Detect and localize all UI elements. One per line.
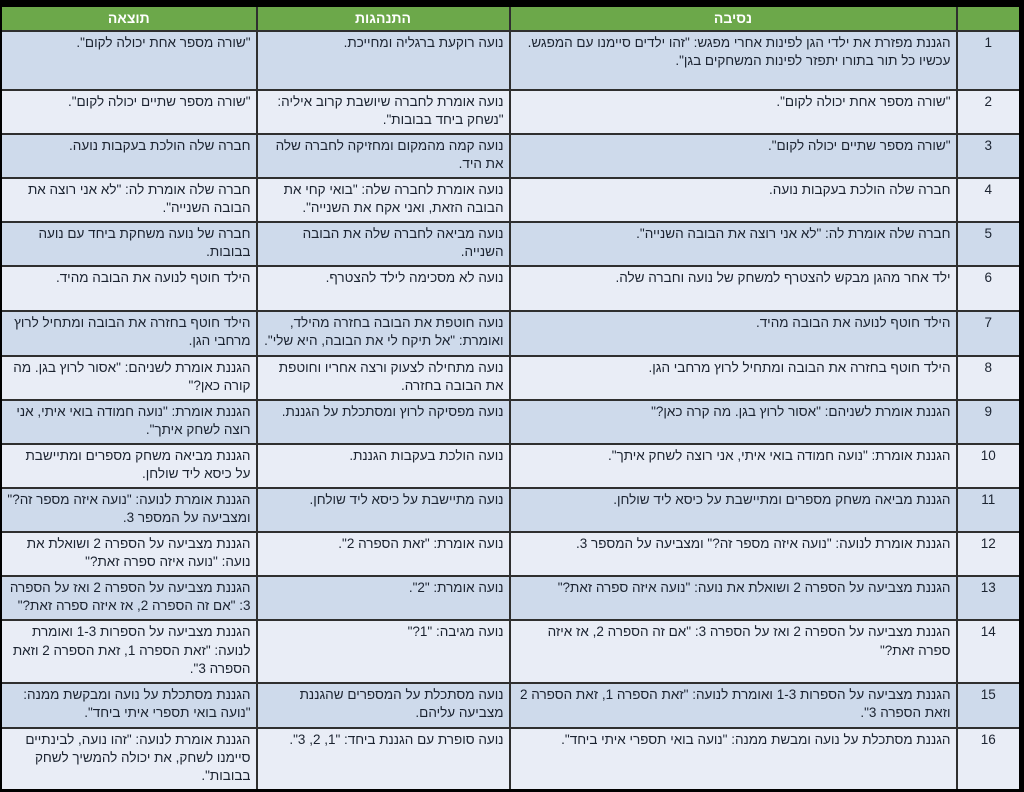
cell-behavior: נועה מתיישבת על כיסא ליד שולחן. bbox=[257, 488, 510, 532]
cell-outcome: חברה שלה אומרת לה: "לא אני רוצה את הבובה השנייה". bbox=[1, 178, 257, 222]
cell-circumstance: הגננת מפזרת את ילדי הגן לפינות אחרי מפגש: "זהו ילדים סיימנו עם המפגש. עכשיו כל תור בתורו יתפזר לפינות המשחקים בגן". bbox=[510, 31, 957, 90]
cell-circumstance: הגננת אומרת לשניהם: "אסור לרוץ בגן. מה קרה כאן?" bbox=[510, 400, 957, 444]
cell-behavior: נועה חוטפת את הבובה בחזרה מהילד, ואומרת: "אל תיקח לי את הבובה, היא שלי". bbox=[257, 311, 510, 355]
cell-behavior: נועה לא מסכימה לילד להצטרף. bbox=[257, 266, 510, 311]
cell-behavior: נועה מסתכלת על המספרים שהגננת מצביעה עליהם. bbox=[257, 683, 510, 728]
cell-behavior: נועה קמה מהמקום ומחזיקה לחברה שלה את היד. bbox=[257, 134, 510, 178]
cell-outcome: הילד חוטף לנועה את הבובה מהיד. bbox=[1, 266, 257, 311]
table-row bbox=[1, 311, 1021, 355]
row-number: 4 bbox=[957, 178, 1021, 222]
table-row bbox=[1, 222, 1021, 266]
cell-outcome: הגננת אומרת לנועה: "זהו נועה, לבינתיים סיימנו לשחק, את יכולה להמשיך לשחק בבובות". bbox=[1, 728, 257, 791]
cell-circumstance: הגננת מצביעה על הספרה 2 ושואלת את נועה: "נועה איזה ספרה זאת?" bbox=[510, 576, 957, 620]
abc-observation-table bbox=[0, 4, 1022, 792]
cell-behavior: נועה הולכת בעקבות הגננת. bbox=[257, 444, 510, 488]
cell-outcome: חברה של נועה משחקת ביחד עם נועה בבובות. bbox=[1, 222, 257, 266]
row-number: 10 bbox=[957, 444, 1021, 488]
header-row bbox=[1, 6, 1021, 31]
table-row bbox=[1, 532, 1021, 576]
table-row bbox=[1, 444, 1021, 488]
cell-behavior: נועה רוקעת ברגליה ומחייכת. bbox=[257, 31, 510, 90]
column-header-behavior: התנהגות bbox=[257, 6, 510, 31]
cell-circumstance: הגננת אומרת לנועה: "נועה איזה מספר זה?" ומצביעה על המספר 3. bbox=[510, 532, 957, 576]
table-row bbox=[1, 683, 1021, 728]
row-number: 7 bbox=[957, 311, 1021, 355]
cell-behavior: נועה אומרת: "זאת הספרה 2". bbox=[257, 532, 510, 576]
row-number: 12 bbox=[957, 532, 1021, 576]
cell-outcome: הגננת מצביעה על הספרה 2 ואז על הספרה 3: "אם זה הספרה 2, אז איזה ספרה זאת?" bbox=[1, 576, 257, 620]
table-row bbox=[1, 178, 1021, 222]
cell-outcome: הגננת מצביעה על הספרות 1-3 ואומרת לנועה: "זאת הספרה 1, זאת הספרה 2 וזאת הספרה 3". bbox=[1, 620, 257, 682]
column-header-outcome: תוצאה bbox=[1, 6, 257, 31]
column-header-number bbox=[957, 6, 1021, 31]
cell-outcome: חברה שלה הולכת בעקבות נועה. bbox=[1, 134, 257, 178]
row-number: 14 bbox=[957, 620, 1021, 682]
cell-circumstance: "שורה מספר שתיים יכולה לקום". bbox=[510, 134, 957, 178]
cell-outcome: הגננת אומרת לשניהם: "אסור לרוץ בגן. מה קורה כאן?" bbox=[1, 356, 257, 400]
row-number: 16 bbox=[957, 728, 1021, 791]
row-number: 9 bbox=[957, 400, 1021, 444]
cell-circumstance: הילד חוטף בחזרה את הבובה ומתחיל לרוץ מרחבי הגן. bbox=[510, 356, 957, 400]
column-header-circumstance: נסיבה bbox=[510, 6, 957, 31]
row-number: 2 bbox=[957, 90, 1021, 134]
cell-behavior: נועה מביאה לחברה שלה את הבובה השנייה. bbox=[257, 222, 510, 266]
cell-outcome: הגננת מצביעה על הספרה 2 ושואלת את נועה: "נועה איזה ספרה זאת?" bbox=[1, 532, 257, 576]
cell-circumstance: הגננת מצביעה על הספרה 2 ואז על הספרה 3: "אם זה הספרה 2, אז איזה ספרה זאת?" bbox=[510, 620, 957, 682]
cell-outcome: הגננת אומרת: "נועה חמודה בואי איתי, אני רוצה לשחק איתך". bbox=[1, 400, 257, 444]
row-number: 8 bbox=[957, 356, 1021, 400]
table-row bbox=[1, 90, 1021, 134]
row-number: 15 bbox=[957, 683, 1021, 728]
cell-outcome: הגננת מסתכלת על נועה ומבקשת ממנה: "נועה בואי תספרי איתי ביחד". bbox=[1, 683, 257, 728]
cell-outcome: הילד חוטף בחזרה את הבובה ומתחיל לרוץ מרחבי הגן. bbox=[1, 311, 257, 355]
table-row bbox=[1, 400, 1021, 444]
cell-behavior: נועה מגיבה: "1?" bbox=[257, 620, 510, 682]
row-number: 6 bbox=[957, 266, 1021, 311]
cell-circumstance: ילד אחר מהגן מבקש להצטרף למשחק של נועה וחברה שלה. bbox=[510, 266, 957, 311]
table-row bbox=[1, 620, 1021, 682]
cell-outcome: הגננת מביאה משחק מספרים ומתיישבת על כיסא ליד שולחן. bbox=[1, 444, 257, 488]
cell-circumstance: הגננת מביאה משחק מספרים ומתיישבת על כיסא ליד שולחן. bbox=[510, 488, 957, 532]
cell-circumstance: הילד חוטף לנועה את הבובה מהיד. bbox=[510, 311, 957, 355]
table-row bbox=[1, 576, 1021, 620]
cell-circumstance: הגננת מצביעה על הספרות 1-3 ואומרת לנועה: "זאת הספרה 1, זאת הספרה 2 וזאת הספרה 3". bbox=[510, 683, 957, 728]
row-number: 3 bbox=[957, 134, 1021, 178]
cell-circumstance: הגננת אומרת: "נועה חמודה בואי איתי, אני רוצה לשחק איתך". bbox=[510, 444, 957, 488]
cell-outcome: הגננת אומרת לנועה: "נועה איזה מספר זה?" ומצביעה על המספר 3. bbox=[1, 488, 257, 532]
row-number: 11 bbox=[957, 488, 1021, 532]
cell-behavior: נועה אומרת: "2". bbox=[257, 576, 510, 620]
cell-behavior: נועה מתחילה לצעוק ורצה אחריו וחוטפת את הבובה בחזרה. bbox=[257, 356, 510, 400]
row-number: 13 bbox=[957, 576, 1021, 620]
cell-behavior: נועה מפסיקה לרוץ ומסתכלת על הגננת. bbox=[257, 400, 510, 444]
cell-circumstance: הגננת מסתכלת על נועה ומבשת ממנה: "נועה בואי תספרי איתי ביחד". bbox=[510, 728, 957, 791]
cell-circumstance: "שורה מספר אחת יכולה לקום". bbox=[510, 90, 957, 134]
cell-outcome: "שורה מספר אחת יכולה לקום". bbox=[1, 31, 257, 90]
table-row bbox=[1, 31, 1021, 90]
table-row bbox=[1, 134, 1021, 178]
cell-behavior: נועה סופרת עם הגננת ביחד: "1, 2, 3". bbox=[257, 728, 510, 791]
cell-outcome: "שורה מספר שתיים יכולה לקום". bbox=[1, 90, 257, 134]
cell-circumstance: חברה שלה אומרת לה: "לא אני רוצה את הבובה השנייה". bbox=[510, 222, 957, 266]
table-row bbox=[1, 356, 1021, 400]
cell-circumstance: חברה שלה הולכת בעקבות נועה. bbox=[510, 178, 957, 222]
row-number: 1 bbox=[957, 31, 1021, 90]
table-row bbox=[1, 266, 1021, 311]
table-row bbox=[1, 728, 1021, 791]
cell-behavior: נועה אומרת לחברה שלה: "בואי קחי את הבובה הזאת, ואני אקח את השנייה". bbox=[257, 178, 510, 222]
cell-behavior: נועה אומרת לחברה שיושבת קרוב איליה: "נשחק ביחד בבובות". bbox=[257, 90, 510, 134]
row-number: 5 bbox=[957, 222, 1021, 266]
table-row bbox=[1, 488, 1021, 532]
